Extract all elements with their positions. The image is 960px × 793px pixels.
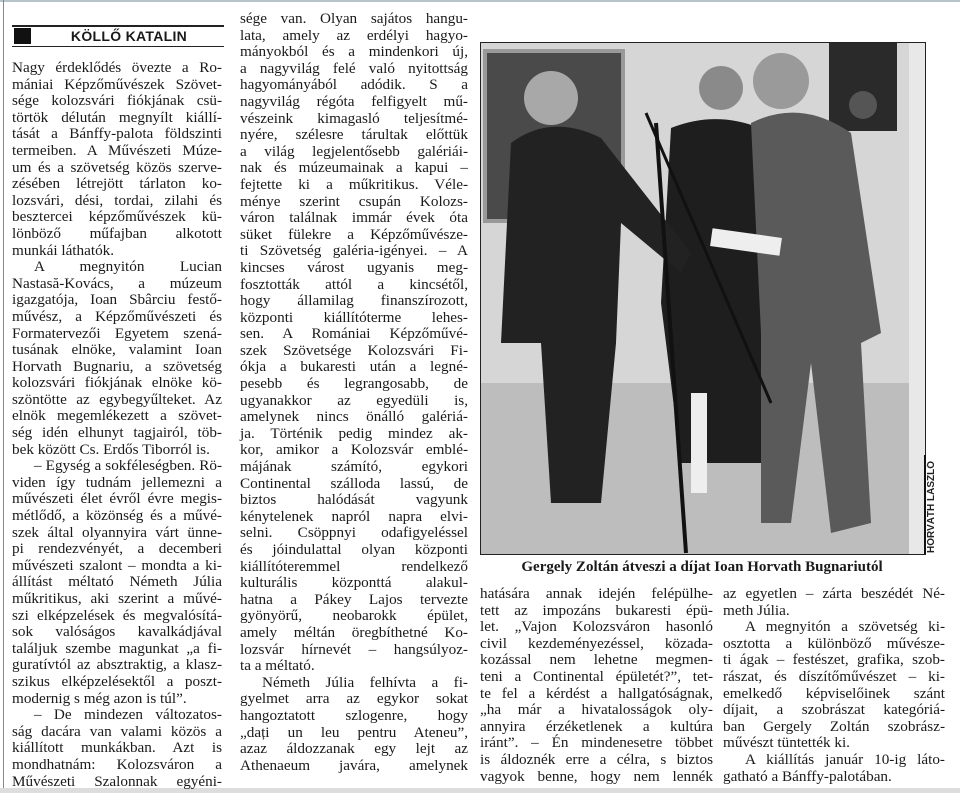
text-line-content: ménye szerint csupán Kolozs- <box>240 192 468 210</box>
text-line <box>12 392 222 409</box>
text-line <box>240 28 468 45</box>
text-line <box>12 541 222 558</box>
text-line-content: pesebb és legrangosabb, de <box>240 375 468 393</box>
text-line-content: selni. Csöppnyi odafigyeléssel <box>240 524 468 542</box>
text-line-content: Formatervezői Egyetem szená- <box>12 324 222 342</box>
text-line <box>240 11 468 28</box>
text-line-content: lozsvári, dési, tordai, zilahi és <box>12 191 222 209</box>
text-line <box>240 758 468 775</box>
text-line <box>723 603 945 620</box>
text-line <box>480 752 713 769</box>
text-line-content: amelynek nincs önálló galériá- <box>240 408 468 426</box>
text-line-content: vészeink kimagasló teljesítmé- <box>240 109 468 127</box>
text-line <box>480 735 713 752</box>
text-line <box>723 652 945 669</box>
text-line <box>240 691 468 708</box>
text-line <box>12 608 222 625</box>
text-line-content: te fel a kérdést a hallgatóságnak, <box>480 684 713 702</box>
text-line <box>240 111 468 128</box>
text-line <box>12 143 222 160</box>
text-line-content: termeiben. A Művészeti Múze- <box>12 141 222 159</box>
text-line <box>240 442 468 459</box>
text-line-content: tett az impozáns bukaresti épü- <box>480 601 713 619</box>
text-line-content: ugyanakkor az egyedüli is, <box>240 391 468 409</box>
text-line <box>12 60 222 77</box>
text-line-content: nak és múzeumainak a kapui – <box>240 159 468 177</box>
text-line <box>480 669 713 686</box>
text-line <box>12 359 222 376</box>
text-line-content: hagyományából adódik. S a <box>240 76 468 94</box>
text-line-content: ti ágak – festészet, grafika, szob- <box>723 651 945 669</box>
text-line-content: osztotta a különböző művésze- <box>723 634 945 652</box>
text-line-content: kénytelenek napról napra elvi- <box>240 507 468 525</box>
text-line <box>240 359 468 376</box>
text-line <box>723 735 945 752</box>
text-line-content: kor, amikor a Kolozsvár emblé- <box>240 441 468 459</box>
text-line <box>723 686 945 703</box>
text-line-content: törtök délután megnyílt kiállí- <box>12 108 222 126</box>
text-line <box>240 492 468 509</box>
article-column-2 <box>240 11 468 774</box>
text-line-content: hatna a Pákey Lajos tervezte <box>240 590 468 608</box>
text-line-content: Nastasă-Kovács, a múzeum <box>12 274 222 292</box>
text-line <box>240 592 468 609</box>
text-line <box>12 93 222 110</box>
text-line-content: let. „Vajon Kolozsváron hasonló <box>480 618 713 636</box>
text-line <box>240 393 468 410</box>
text-line-content: azaz áldozzanak egy lejt az <box>240 740 468 758</box>
text-line-content: Athenaeum javára, amelynek <box>240 756 468 774</box>
text-line <box>480 702 713 719</box>
article-column-3 <box>480 586 713 785</box>
text-line-content: um és a szövetség közös szerve- <box>12 158 222 176</box>
text-line-content: ság dacára van valami közös a <box>12 722 222 740</box>
text-line <box>240 144 468 161</box>
text-line <box>12 309 222 326</box>
text-line <box>240 542 468 559</box>
text-line-content: díjait, a szobrászat kategóriá- <box>723 701 945 719</box>
text-line-content: emelkedő képviselőinek szánt <box>723 684 945 702</box>
text-line <box>12 292 222 309</box>
text-line <box>240 509 468 526</box>
text-line-content: ban Gergely Zoltán szobrász- <box>723 717 945 735</box>
page-top-edge <box>0 0 960 2</box>
text-line-content: kiállítóteremmel rendelkező <box>240 557 468 575</box>
text-line <box>12 491 222 508</box>
text-line-content: sen. A Romániai Képzőművé- <box>240 325 468 343</box>
text-line-content: bek között Cs. Erdős Tiborról is. <box>12 440 210 458</box>
text-line <box>240 310 468 327</box>
text-line <box>240 61 468 78</box>
text-line <box>240 559 468 576</box>
text-line-content: szöntötte az egybegyűlteket. Az <box>12 390 222 408</box>
article-column-4 <box>723 586 945 785</box>
photo-caption: Gergely Zoltán átveszi a díjat Ioan Horvath Bugnariutól <box>521 559 883 575</box>
text-line <box>240 642 468 659</box>
text-line <box>480 686 713 703</box>
text-line <box>12 193 222 210</box>
text-line-content: kincses várost ugyanis meg- <box>240 258 468 276</box>
text-line-content: szikus elképzelésektől a poszt- <box>12 672 222 690</box>
text-line-content: Művészeti Szalonnak egyéni- <box>12 772 222 790</box>
text-line-content: métlődő, a közönség és a művé- <box>12 507 222 525</box>
text-line-content: amely méltán öregbíthetné Ko- <box>240 623 468 641</box>
text-line-content: igazgatója, Ioan Sbârciu festő- <box>12 291 222 309</box>
text-line <box>12 408 222 425</box>
text-line-content: Nagy érdeklődés övezte a Ro- <box>12 59 222 76</box>
text-line-content: mányokból és a mindenkori új, <box>240 43 468 61</box>
text-line-content: és jóindulattal olyan központi <box>240 541 468 558</box>
text-line <box>12 77 222 94</box>
text-line <box>240 409 468 426</box>
text-line-content: ja. Történik pedig mindez ak- <box>240 424 468 442</box>
text-line-content: tását a Bánffy-palota földszinti <box>12 125 222 143</box>
text-line <box>12 591 222 608</box>
text-line <box>240 741 468 758</box>
text-line <box>12 757 222 774</box>
text-line <box>12 475 222 492</box>
text-line-content: iránt”. – Én mindenesetre többet <box>480 734 713 752</box>
text-line <box>12 641 222 658</box>
article-photo <box>480 42 926 555</box>
text-line <box>12 525 222 542</box>
text-line-content: sok valóságos kavalkádjával <box>12 623 222 641</box>
text-line-content: viden így tudnám jellemezni a <box>12 473 222 491</box>
text-line-content: a világ legjelentősebb galériái- <box>240 142 468 160</box>
text-line <box>723 769 945 786</box>
text-line <box>12 126 222 143</box>
text-line <box>240 127 468 144</box>
text-line <box>12 425 222 442</box>
author-name: KÖLLŐ KATALIN <box>70 28 188 44</box>
text-line <box>12 160 222 177</box>
text-line <box>240 194 468 211</box>
text-line <box>12 375 222 392</box>
text-line-content: központi kiállítóterme lehes- <box>240 308 468 326</box>
text-line <box>240 177 468 194</box>
text-line-content: civil kezdeményezéssel, közada- <box>480 634 713 652</box>
text-line <box>723 586 945 603</box>
text-line-content: guratívtól az absztraktig, a klasz- <box>12 656 222 674</box>
text-line <box>12 657 222 674</box>
text-line-content: lozsvár hírnevét – hangsúlyoz- <box>240 640 468 658</box>
text-line-content: munkái láthatók. <box>12 241 115 259</box>
text-line <box>12 110 222 127</box>
text-line-content: hogy államilag finanszírozott, <box>240 292 468 310</box>
text-line-content: nyére, szélesre tárultak előttük <box>240 126 468 144</box>
text-line <box>240 658 468 675</box>
text-line <box>480 603 713 620</box>
text-line <box>480 636 713 653</box>
text-line-content: művészt tüntették ki. <box>723 734 850 752</box>
text-line-content: mondhatnám: Kolozsváron a <box>12 755 222 773</box>
text-line-content: Németh Júlia felhívta a fi- <box>262 673 468 691</box>
text-line <box>12 276 222 293</box>
text-line <box>723 702 945 719</box>
text-line-content: Continental szálloda lassú, de <box>240 474 468 492</box>
text-line-content: is áldoznék erre a célra, s biztos <box>480 750 713 768</box>
text-line <box>12 558 222 575</box>
text-line <box>240 476 468 493</box>
text-line <box>480 769 713 786</box>
text-line <box>240 625 468 642</box>
text-line-content: vagyok benne, hogy nem lennék <box>480 767 713 785</box>
text-line-content: szi elképzelések és megvalósítá- <box>12 606 222 624</box>
text-line <box>12 209 222 226</box>
text-line <box>240 708 468 725</box>
article-column-1 <box>12 60 222 790</box>
author-byline <box>12 25 224 47</box>
text-line-content: gyelmet arra az egykor sokat <box>240 690 468 708</box>
text-line-content: váron találnak immár évek óta <box>240 209 468 227</box>
text-line <box>240 608 468 625</box>
text-line <box>240 326 468 343</box>
text-line-content: besztercei képzőművészek kü- <box>12 208 222 226</box>
text-line <box>240 376 468 393</box>
text-line-content: a nagyvilág felé való nyitottság <box>240 59 468 77</box>
text-line-content: teni a Continental épületét?”, tet- <box>480 667 713 685</box>
text-line-content: májának számító, egykori <box>240 458 468 476</box>
text-line-content: az egyetlen – zárta beszédét Né- <box>723 585 945 602</box>
text-line-content: A kiállítás január 10-ig láto- <box>745 750 945 768</box>
text-line-content: ta a méltató. <box>240 657 315 675</box>
text-line-content: A megnyitón a szövetség ki- <box>745 618 945 636</box>
text-line-content: kiállított munkákban. Azt is <box>12 739 222 757</box>
text-line <box>12 326 222 343</box>
text-line-content: – Egység a sokféleségben. Rö- <box>34 457 222 475</box>
text-line-content: ség idén elhunyt tagjairól, töb- <box>12 424 222 442</box>
text-line-content: ókja a bukaresti után a legné- <box>240 358 468 376</box>
text-line <box>12 674 222 691</box>
text-line-content: pi rendezvényét, a decemberi <box>12 540 222 558</box>
text-line <box>240 44 468 61</box>
text-line <box>480 719 713 736</box>
text-line-content: gatható a Bánffy-palotában. <box>723 767 892 785</box>
text-line <box>12 691 222 708</box>
text-line <box>12 176 222 193</box>
text-line-content: A megnyitón Lucian <box>34 258 222 276</box>
text-line-content: Horvath Bugnariu, a szövetség <box>12 357 222 375</box>
text-line <box>240 525 468 542</box>
text-line-content: tusának elnöke, valamint Ioan <box>12 341 222 359</box>
text-line <box>240 277 468 294</box>
text-line-content: süket fülekre a Képzőművésze- <box>240 225 468 243</box>
text-line <box>480 586 713 603</box>
text-line <box>12 774 222 791</box>
text-line <box>240 160 468 177</box>
text-line-content: biztos halódását vagyunk <box>240 491 468 509</box>
text-line <box>723 619 945 636</box>
text-line-content: művész, a Képzőművészeti és <box>12 307 222 325</box>
text-line-content: lönböző műfajban alkotott <box>12 224 222 242</box>
text-line <box>240 227 468 244</box>
text-line-content: sége van. Olyan sajátos hangu- <box>240 10 468 27</box>
text-line <box>723 636 945 653</box>
text-line-content: zésében létrejött tárlaton ko- <box>12 175 222 193</box>
text-line <box>240 210 468 227</box>
text-line <box>240 675 468 692</box>
text-line-content: kolozsvári fiókjának elnöke kö- <box>12 374 222 392</box>
text-line <box>12 259 222 276</box>
text-line <box>12 508 222 525</box>
text-line-content: hangoztatott szlogenre, hogy <box>240 706 468 724</box>
text-line-content: lata, amely az erdélyi hagyo- <box>240 26 468 44</box>
text-line <box>12 707 222 724</box>
text-line <box>240 459 468 476</box>
text-line <box>240 260 468 277</box>
text-line-content: rászat, és díszítőművészet – ki- <box>723 667 945 685</box>
text-line <box>480 652 713 669</box>
photo-award-ceremony <box>481 43 925 554</box>
text-line-content: „dați un leu pentru Ateneu”, <box>240 723 468 741</box>
text-line-content: gyönyörű, neobarokk épület, <box>240 607 468 625</box>
text-line-content: annyira érzéketlenek a kultúra <box>480 717 713 735</box>
text-line <box>240 725 468 742</box>
text-line-content: nagyvilág régóta felfigyelt mű- <box>240 92 468 110</box>
text-line <box>240 575 468 592</box>
text-line-content: találjuk szembe magunkat „a fi- <box>12 639 222 657</box>
text-line <box>240 293 468 310</box>
text-line <box>12 740 222 757</box>
text-line <box>240 426 468 443</box>
text-line <box>240 343 468 360</box>
text-line <box>480 619 713 636</box>
text-line <box>12 243 222 260</box>
text-line-content: – De mindezen változatos- <box>34 706 222 724</box>
text-line-content: művészeti élet évről évre megis- <box>12 490 222 508</box>
page-left-edge <box>3 0 4 793</box>
text-line-content: hatására annak idején felépülhe- <box>480 585 713 602</box>
text-line-content: állítást méltató Németh Júlia <box>12 573 222 591</box>
text-line-content: meth Júlia. <box>723 601 790 619</box>
text-line-content: szek Szövetsége Kolozsvári Fi- <box>240 341 468 359</box>
text-line <box>12 724 222 741</box>
text-line-content: kozással nem lehetne megmen- <box>480 651 713 669</box>
photo-credit: HORVÁTH LÁSZLÓ <box>926 460 937 553</box>
text-line-content: művészeti szalont – mondta a ki- <box>12 556 222 574</box>
text-line <box>723 669 945 686</box>
text-line <box>12 458 222 475</box>
text-line-content: kulturális központtá alakul- <box>240 574 468 592</box>
text-line <box>723 752 945 769</box>
text-line-content: mániai Képzőművészek Szövet- <box>12 75 222 93</box>
text-line-content: sége kolozsvári fiókjának csü- <box>12 92 222 110</box>
text-line-content: modernig s még azon is túl”. <box>12 689 187 707</box>
text-line-content: szek által olyannyira várt ünne- <box>12 523 222 541</box>
text-line <box>12 624 222 641</box>
text-line <box>12 226 222 243</box>
text-line <box>12 574 222 591</box>
text-line <box>723 719 945 736</box>
text-line-content: műkritikus, aki szerint a művé- <box>12 590 222 607</box>
text-line-content: fosztották attól a kincsétől, <box>240 275 468 293</box>
text-line <box>240 77 468 94</box>
text-line-content: ti Szövetség galéria-igényei. – A <box>240 242 468 260</box>
byline-square-icon <box>14 28 31 44</box>
text-line <box>240 243 468 260</box>
text-line-content: „ha már a hivatalosságok oly- <box>480 701 713 719</box>
text-line-content: elnök megemlékezett a szövet- <box>12 407 222 425</box>
text-line <box>12 442 222 459</box>
text-line <box>12 342 222 359</box>
text-line <box>240 94 468 111</box>
text-line-content: fejtette ki a műkritikus. Véle- <box>240 175 468 193</box>
